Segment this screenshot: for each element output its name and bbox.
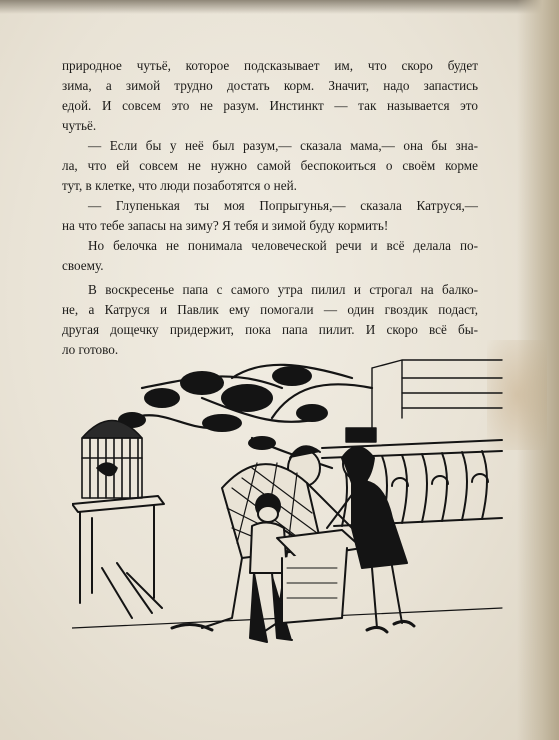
- foliage: [118, 366, 328, 450]
- distant-building: [346, 360, 502, 442]
- bird-cage: [82, 421, 142, 499]
- text-line: В воскресенье папа с самого утра пилил и строгал на балко-: [88, 282, 478, 297]
- text-line: тут, в клетке, что люди позаботятся о ней.: [62, 178, 297, 193]
- paragraph-4: [62, 236, 478, 276]
- text-line: не, а Катруся и Павлик ему помогали — один гвоздик подаст,: [62, 302, 478, 317]
- tree-branches: [132, 365, 372, 468]
- paragraph-1: [62, 56, 478, 136]
- paragraph-5: [62, 280, 478, 360]
- text-line: другая дощечку придержит, пока папа пилит. И скоро всё бы-: [62, 322, 478, 337]
- text-line: своему.: [62, 258, 104, 273]
- small-table: [72, 496, 164, 618]
- text-line: — Глупенькая ты моя Попрыгунья,— сказала Катруся,—: [88, 198, 478, 213]
- text-line: едой. И совсем это не разум. Инстинкт — так называется это: [62, 98, 478, 113]
- text-line: — Если бы у неё был разум,— сказала мама,— она бы зна-: [88, 138, 478, 153]
- text-line: ла, что ей совсем не нужно самой беспокоиться о своём корме: [62, 158, 478, 173]
- text-line: зима, а зимой трудно достать корм. Значит, надо запастись: [62, 78, 478, 93]
- wooden-box: [277, 530, 362, 623]
- balcony-illustration: [72, 358, 512, 658]
- page-body-text: [62, 56, 478, 360]
- text-line: чутьё.: [62, 118, 97, 133]
- text-line: Но белочка не понимала человеческой речи и всё делала по-: [88, 238, 478, 253]
- paragraph-2: [62, 136, 478, 196]
- page-top-shadow: [0, 0, 559, 14]
- text-line: на что тебе запасы на зиму? Я тебя и зимой буду кормить!: [62, 218, 389, 233]
- text-line: природное чутьё, которое подсказывает им, что скоро будет: [62, 58, 478, 73]
- text-line: ло готово.: [62, 342, 119, 357]
- paragraph-3: [62, 196, 478, 236]
